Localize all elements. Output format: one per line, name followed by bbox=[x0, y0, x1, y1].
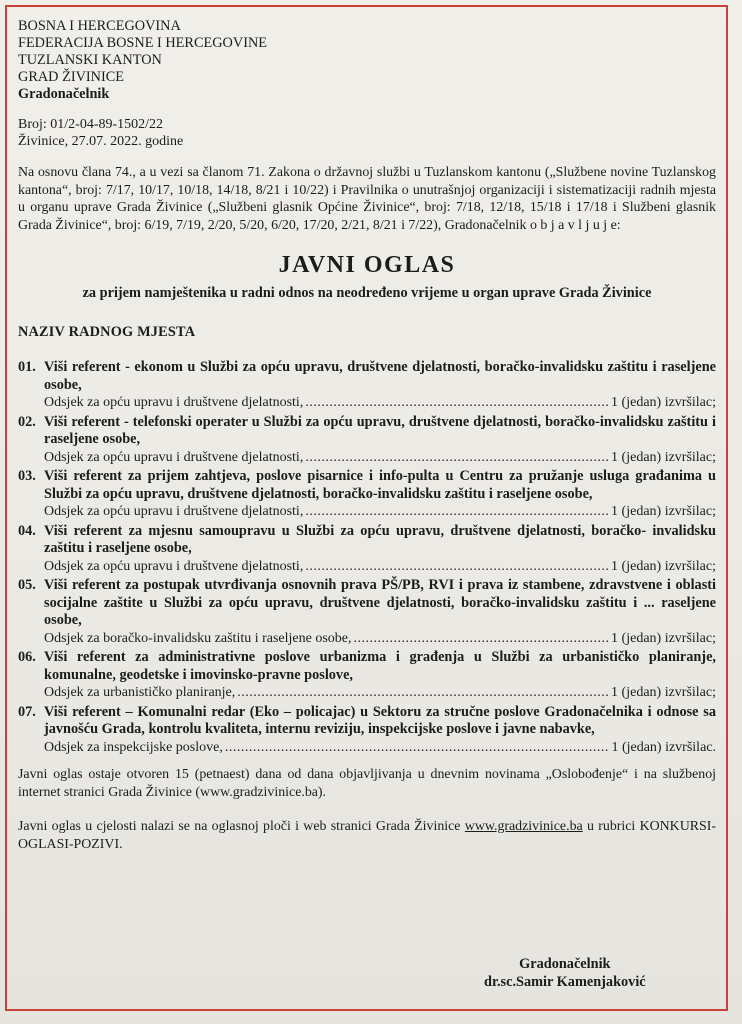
dot-leader bbox=[354, 630, 610, 648]
position-department: Odsjek za opću upravu i društvene djelatnosti, bbox=[44, 449, 304, 465]
position-title: Viši referent - ekonom u Službi za opću upravu, društvene djelatnosti, boračko-invalidsku zaštitu i raseljene osobe, bbox=[44, 359, 716, 393]
position-executors: 1 (jedan) izvršilac. bbox=[611, 739, 716, 755]
document-meta bbox=[18, 116, 716, 150]
dot-leader bbox=[305, 449, 609, 467]
public-notice bbox=[18, 18, 716, 853]
positions-list bbox=[18, 359, 716, 756]
position-number: 01. bbox=[18, 359, 36, 375]
dot-leader bbox=[305, 394, 609, 412]
position-item bbox=[18, 414, 716, 467]
position-item bbox=[18, 468, 716, 521]
notice-title: JAVNI OGLAS bbox=[278, 252, 456, 278]
position-department: Odsjek za opću upravu i društvene djelatnosti, bbox=[44, 504, 304, 519]
position-executors: 1 (jedan) izvršilac; bbox=[611, 449, 716, 465]
signature-name: dr.sc.Samir Kamenjaković bbox=[484, 974, 646, 990]
signature-role: Gradonačelnik bbox=[519, 956, 611, 972]
position-executors: 1 (jedan) izvršilac; bbox=[611, 630, 716, 646]
dot-leader bbox=[237, 684, 609, 702]
position-department: Odsjek za boračko-invalidsku zaštitu i raseljene osobe, bbox=[44, 630, 352, 646]
dot-leader bbox=[305, 558, 609, 576]
header-line-federation: FEDERACIJA BOSNE I HERCEGOVINE bbox=[18, 35, 268, 51]
closing-text-prefix: Javni oglas u cjelosti nalazi se na oglasnoj ploči i web stranici Grada Živinice bbox=[18, 819, 461, 834]
position-title: Viši referent – Komunalni redar (Eko – policajac) u Sektoru za stručne poslove Gradonačelnika i odnose sa javnošću Grada, kontrolu kvaliteta, internu reviziju, inspekcijske poslove i javne nabavke, bbox=[44, 703, 716, 737]
position-department: Odsjek za urbanističko planiranje, bbox=[44, 685, 236, 700]
position-executors: 1 (jedan) izvršilac; bbox=[611, 504, 716, 519]
position-title: Viši referent za prijem zahtjeva, poslove pisarnice i info-pulta u Centru za pružanje usluga građanima u Službi za opću upravu, društvene djelatnosti, boračko-invalidsku zaštitu i raseljene osobe, bbox=[44, 468, 716, 502]
header-line-city: GRAD ŽIVINICE bbox=[18, 69, 125, 85]
position-department-row bbox=[44, 394, 716, 412]
position-number: 02. bbox=[18, 413, 36, 430]
position-department: Odsjek za opću upravu i društvene djelatnosti, bbox=[44, 558, 304, 574]
position-department: Odsjek za inspekcijske poslove, bbox=[44, 739, 223, 755]
position-title: Viši referent za postupak utvrđivanja osnovnih prava PŠ/PB, RVI i prava iz stambene, zdravstvene i oblasti socijalne zaštite u Službi za opću upravu, društvene djelatnosti, boračko-invalidsku zaštitu i ... raseljene osobe, bbox=[44, 577, 716, 628]
issuer-header bbox=[18, 18, 716, 103]
position-executors: 1 (jedan) izvršilac; bbox=[611, 558, 716, 574]
position-title: Viši referent za administrativne poslove urbanizma i građenja u Službi za urbanističko planiranje, komunalne, geodetske i imovinsko-pravne poslove, bbox=[44, 649, 716, 683]
position-title: Viši referent za mjesnu samoupravu u Službi za opću upravu, društvene djelatnosti, boračko- invalidsku zaštitu i raseljene osobe, bbox=[44, 522, 716, 556]
position-number: 07. bbox=[18, 703, 36, 720]
closing-text-suffix: u rubrici KONKURSI-OGLASI-POZIVI. bbox=[18, 819, 716, 852]
position-item bbox=[18, 704, 716, 757]
notice-subtitle: za prijem namještenika u radni odnos na neodređeno vrijeme u organ uprave Grada Živinice bbox=[82, 285, 652, 301]
document-number: Broj: 01/2-04-89-1502/22 bbox=[18, 117, 164, 132]
dot-leader bbox=[305, 503, 609, 521]
website-link[interactable]: www.gradzivinice.ba bbox=[464, 819, 583, 834]
signature-block bbox=[484, 955, 646, 991]
position-department-row bbox=[44, 684, 716, 702]
section-heading: NAZIV RADNOG MJESTA bbox=[18, 324, 196, 340]
position-number: 04. bbox=[18, 522, 36, 539]
header-line-canton: TUZLANSKI KANTON bbox=[18, 52, 162, 68]
position-number: 03. bbox=[18, 468, 36, 484]
position-executors: 1 (jedan) izvršilac; bbox=[611, 685, 716, 700]
position-department-row bbox=[44, 739, 716, 757]
header-line-country: BOSNA I HERCEGOVINA bbox=[18, 18, 181, 34]
position-department-row bbox=[44, 503, 716, 521]
header-office: Gradonačelnik bbox=[18, 86, 110, 102]
legal-basis-paragraph: Na osnovu člana 74., a u vezi sa članom 71. Zakona o državnoj službi u Tuzlanskom kantonu („Službene novine Tuzlanskog kantona“, broj: 7/17, 10/17, 10/18, 14/18, 8/21 i 10/22) i Pravilnika o unutrašnjoj organizaciji i sistematizaciji radnih mjesta u organu uprave Grada Živinice („Službeni glasnik Općine Živinice“, broj: 7/18, 12/18, 15/18 i 17/18 i Službeni glasnik Grada Živinice“, broj: 6/19, 7/19, 2/20, 5/20, 6/20, 17/20, 2/21, 8/21 i 7/22), Gradonačelnik o b j a v l j u j e: bbox=[18, 165, 716, 233]
position-department-row bbox=[44, 449, 716, 467]
closing-paragraph-location bbox=[18, 818, 716, 853]
position-department-row bbox=[44, 558, 716, 576]
position-department: Odsjek za opću upravu i društvene djelatnosti, bbox=[44, 395, 304, 410]
position-department-row bbox=[44, 630, 716, 648]
position-number: 06. bbox=[18, 649, 36, 665]
closing-paragraph-duration: Javni oglas ostaje otvoren 15 (petnaest) dana od dana objavljivanja u dnevnim novinama „Oslobođenje“ i na službenoj internet stranici Grada Živinice (www.gradzivinice.ba). bbox=[18, 767, 716, 800]
position-item bbox=[18, 523, 716, 576]
position-item bbox=[18, 649, 716, 702]
document-place-date: Živinice, 27.07. 2022. godine bbox=[18, 134, 184, 149]
position-number: 05. bbox=[18, 577, 36, 593]
position-title: Viši referent - telefonski operater u Službi za opću upravu, društvene djelatnosti, boračko-invalidsku zaštitu i raseljene osobe, bbox=[44, 413, 716, 447]
position-executors: 1 (jedan) izvršilac; bbox=[611, 395, 716, 410]
position-item bbox=[18, 577, 716, 647]
position-item bbox=[18, 359, 716, 412]
dot-leader bbox=[225, 739, 610, 757]
